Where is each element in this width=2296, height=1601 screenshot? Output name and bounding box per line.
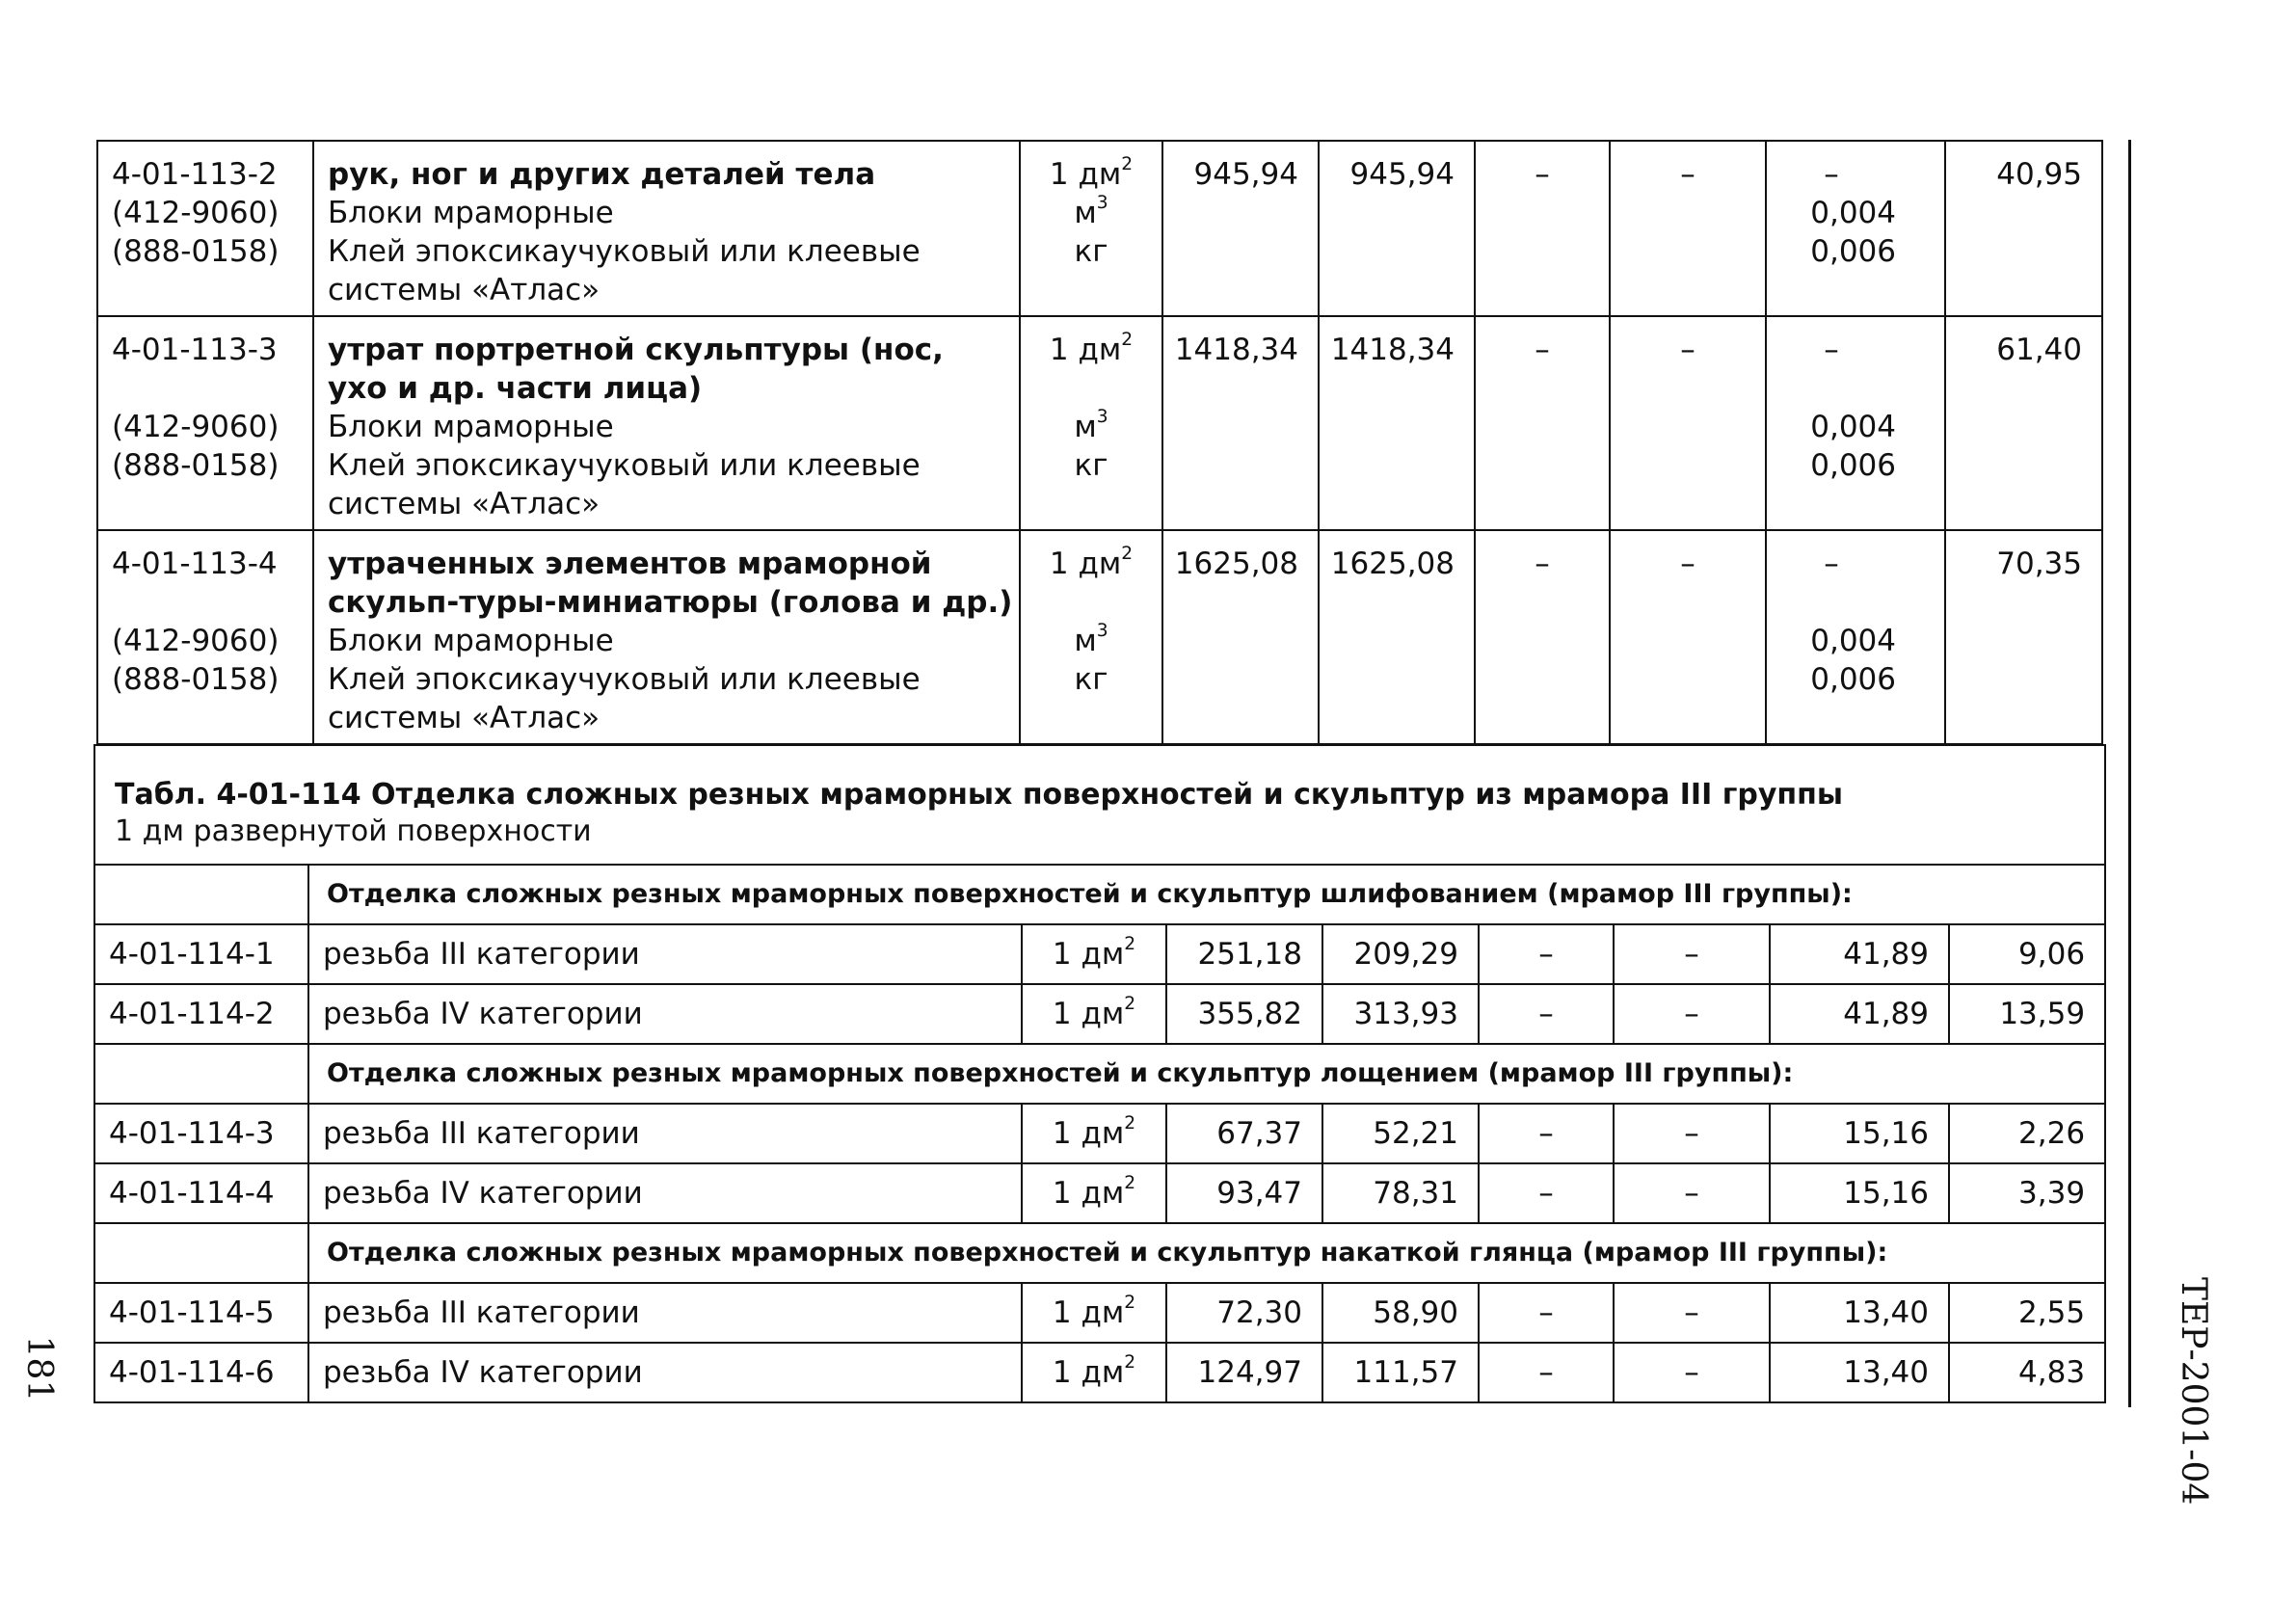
materials-cost: –	[1824, 547, 1839, 581]
unit-cell	[1022, 1343, 1166, 1402]
resource-qty: 0,004	[1810, 624, 1896, 658]
labor-cost: 70,35	[1945, 530, 2102, 744]
section-heading: Отделка сложных резных мраморных поверхностей и скульптур лощением (мрамор III группы):	[308, 1044, 2105, 1104]
rate-name: резьба III категории	[308, 1283, 1022, 1343]
materials-cell	[1766, 316, 1945, 530]
resource-unit-value: м	[1074, 624, 1097, 658]
section-heading: Отделка сложных резных мраморных поверхностей и скульптур шлифованием (мрамор III группы):	[308, 865, 2105, 924]
rate-name: резьба IV категории	[308, 1163, 1022, 1223]
spacer	[1767, 369, 1896, 408]
rate-row	[94, 1163, 2105, 1223]
machine-wage-cost: –	[1614, 1283, 1770, 1343]
resource-name: Блоки мраморные	[328, 196, 614, 230]
rate-row	[94, 1343, 2105, 1402]
spacer	[1021, 369, 1161, 408]
resource-code: (412-9060)	[112, 410, 280, 444]
machine-wage-cost: –	[1610, 530, 1766, 744]
total-cost: 72,30	[1166, 1283, 1322, 1343]
materials-cost: 13,40	[1770, 1343, 1949, 1402]
rate-name: резьба IV категории	[308, 984, 1022, 1044]
name-cell	[313, 316, 1020, 530]
resource-code: (412-9060)	[112, 624, 280, 658]
unit-value: 1 дм	[1052, 1295, 1125, 1330]
machines-cost: –	[1479, 924, 1614, 984]
rate-code: 4-01-114-6	[94, 1343, 308, 1402]
resource-code: (412-9060)	[112, 196, 280, 230]
rates-table-4-01-114	[93, 744, 2106, 1403]
spacer	[112, 369, 312, 408]
resource-unit	[1021, 408, 1161, 446]
resource-qty: 0,006	[1810, 448, 1896, 483]
materials-cell	[1766, 141, 1945, 316]
total-cost: 945,94	[1162, 141, 1319, 316]
materials-cost: 41,89	[1770, 984, 1949, 1044]
unit-value: 1 дм	[1052, 1355, 1125, 1390]
unit-cell	[1022, 1163, 1166, 1223]
rate-row	[97, 316, 2102, 530]
section-heading: Отделка сложных резных мраморных поверхностей и скульптур накаткой глянца (мрамор III группы):	[308, 1223, 2105, 1283]
labor-cost: 61,40	[1945, 316, 2102, 530]
resource-unit-exponent: 3	[1096, 407, 1108, 428]
unit-cell	[1022, 1104, 1166, 1163]
machine-wage-cost: –	[1614, 1343, 1770, 1402]
resource-unit	[1021, 446, 1161, 485]
table-caption	[94, 745, 2105, 865]
code-cell	[97, 141, 313, 316]
rate-unit	[1021, 545, 1161, 583]
materials-cost: 15,16	[1770, 1163, 1949, 1223]
total-cost: 251,18	[1166, 924, 1322, 984]
code-cell	[97, 530, 313, 744]
labor-cost: 9,06	[1949, 924, 2105, 984]
labor-cost: 40,95	[1945, 141, 2102, 316]
unit-value: 1 дм	[1049, 333, 1122, 367]
resource-unit-value: кг	[1074, 234, 1108, 269]
rate-name: резьба III категории	[308, 1104, 1022, 1163]
total-cost: 1418,34	[1162, 316, 1319, 530]
labor-cost: 2,55	[1949, 1283, 2105, 1343]
rate-code: 4-01-114-3	[94, 1104, 308, 1163]
resource-unit-value: кг	[1074, 448, 1108, 483]
labor-cost: 3,39	[1949, 1163, 2105, 1223]
machines-cost: –	[1475, 316, 1610, 530]
rate-code: 4-01-113-3	[112, 333, 278, 367]
rate-row	[94, 1104, 2105, 1163]
materials-cost: 13,40	[1770, 1283, 1949, 1343]
resource-name: Клей эпоксикаучуковый или клеевые системы «Атлас»	[328, 448, 921, 521]
wage-cost: 58,90	[1322, 1283, 1479, 1343]
rate-code: 4-01-114-5	[94, 1283, 308, 1343]
section-row	[94, 1044, 2105, 1104]
rate-row	[94, 924, 2105, 984]
table-title: Табл. 4-01-114 Отделка сложных резных мраморных поверхностей и скульптур из мрамора III группы	[115, 778, 1843, 812]
unit-exponent: 2	[1124, 1173, 1136, 1194]
rate-code: 4-01-114-2	[94, 984, 308, 1044]
rate-code: 4-01-113-4	[112, 547, 278, 581]
wage-cost: 1625,08	[1319, 530, 1475, 744]
resource-code: (888-0158)	[112, 448, 280, 483]
rate-title: утраченных элементов мраморной скульп-туры-миниатюры (голова и др.)	[328, 547, 1013, 620]
rate-code: 4-01-113-2	[112, 157, 278, 192]
rates-table-4-01-113	[96, 140, 2103, 745]
resource-code: (888-0158)	[112, 662, 280, 697]
materials-cost: 41,89	[1770, 924, 1949, 984]
unit-exponent: 2	[1124, 934, 1136, 955]
resource-unit-value: м	[1074, 410, 1097, 444]
machines-cost: –	[1475, 141, 1610, 316]
wage-cost: 313,93	[1322, 984, 1479, 1044]
wage-cost: 111,57	[1322, 1343, 1479, 1402]
resource-qty: 0,004	[1810, 196, 1896, 230]
total-cost: 67,37	[1166, 1104, 1322, 1163]
unit-exponent: 2	[1121, 154, 1134, 175]
spacer	[1767, 583, 1896, 622]
resource-code: (888-0158)	[112, 234, 280, 269]
materials-cost: 15,16	[1770, 1104, 1949, 1163]
code-cell	[97, 316, 313, 530]
resource-name: Блоки мраморные	[328, 410, 614, 444]
unit-exponent: 2	[1124, 1113, 1136, 1134]
name-cell	[313, 530, 1020, 744]
machine-wage-cost: –	[1614, 1104, 1770, 1163]
machines-cost: –	[1479, 984, 1614, 1044]
unit-value: 1 дм	[1052, 1176, 1125, 1211]
unit-exponent: 2	[1121, 330, 1134, 351]
resource-qty: 0,006	[1810, 234, 1896, 269]
rate-row	[94, 984, 2105, 1044]
machine-wage-cost: –	[1614, 924, 1770, 984]
resource-unit-exponent: 3	[1096, 193, 1108, 214]
right-margin-rule	[2128, 140, 2131, 1407]
machine-wage-cost: –	[1610, 141, 1766, 316]
section-code-blank	[94, 1223, 308, 1283]
rate-title: рук, ног и других деталей тела	[328, 157, 876, 192]
machines-cost: –	[1479, 1163, 1614, 1223]
machine-wage-cost: –	[1614, 984, 1770, 1044]
total-cost: 93,47	[1166, 1163, 1322, 1223]
table-subtitle: 1 дм развернутой поверхности	[115, 814, 592, 848]
wage-cost: 209,29	[1322, 924, 1479, 984]
unit-value: 1 дм	[1052, 997, 1125, 1031]
wage-cost: 1418,34	[1319, 316, 1475, 530]
materials-cost: –	[1824, 157, 1839, 192]
unit-cell	[1020, 530, 1162, 744]
rate-unit	[1021, 155, 1161, 194]
unit-cell	[1022, 1283, 1166, 1343]
labor-cost: 2,26	[1949, 1104, 2105, 1163]
unit-exponent: 2	[1121, 544, 1134, 565]
unit-value: 1 дм	[1052, 937, 1125, 972]
rate-row	[97, 141, 2102, 316]
unit-exponent: 2	[1124, 1352, 1136, 1374]
labor-cost: 13,59	[1949, 984, 2105, 1044]
rate-code: 4-01-114-1	[94, 924, 308, 984]
unit-value: 1 дм	[1052, 1116, 1125, 1151]
resource-unit	[1021, 232, 1161, 271]
document-code-label: ТЕР-2001-04	[2174, 1277, 2213, 1506]
rate-code: 4-01-114-4	[94, 1163, 308, 1223]
materials-cell	[1766, 530, 1945, 744]
resource-qty: 0,006	[1810, 662, 1896, 697]
machines-cost: –	[1479, 1104, 1614, 1163]
unit-cell	[1022, 924, 1166, 984]
total-cost: 124,97	[1166, 1343, 1322, 1402]
machine-wage-cost: –	[1614, 1163, 1770, 1223]
rate-unit	[1021, 331, 1161, 369]
unit-exponent: 2	[1124, 1293, 1136, 1314]
rate-row	[97, 530, 2102, 744]
resource-name: Клей эпоксикаучуковый или клеевые системы «Атлас»	[328, 662, 921, 735]
name-cell	[313, 141, 1020, 316]
machine-wage-cost: –	[1610, 316, 1766, 530]
resource-name: Блоки мраморные	[328, 624, 614, 658]
rate-name: резьба III категории	[308, 924, 1022, 984]
spacer	[1021, 583, 1161, 622]
resource-qty: 0,004	[1810, 410, 1896, 444]
machines-cost: –	[1479, 1343, 1614, 1402]
wage-cost: 52,21	[1322, 1104, 1479, 1163]
wage-cost: 78,31	[1322, 1163, 1479, 1223]
section-row	[94, 865, 2105, 924]
rate-name: резьба IV категории	[308, 1343, 1022, 1402]
unit-cell	[1020, 316, 1162, 530]
section-code-blank	[94, 1044, 308, 1104]
rate-title: утрат портретной скульптуры (нос, ухо и др. части лица)	[328, 333, 944, 406]
machines-cost: –	[1479, 1283, 1614, 1343]
total-cost: 1625,08	[1162, 530, 1319, 744]
page-number: 181	[19, 1335, 59, 1402]
resource-name: Клей эпоксикаучуковый или клеевые системы «Атлас»	[328, 234, 921, 307]
machines-cost: –	[1475, 530, 1610, 744]
spacer	[112, 583, 312, 622]
section-code-blank	[94, 865, 308, 924]
materials-cost: –	[1824, 333, 1839, 367]
total-cost: 355,82	[1166, 984, 1322, 1044]
resource-unit	[1021, 194, 1161, 232]
unit-cell	[1020, 141, 1162, 316]
section-row	[94, 1223, 2105, 1283]
resource-unit	[1021, 622, 1161, 660]
unit-value: 1 дм	[1049, 157, 1122, 192]
resource-unit-exponent: 3	[1096, 621, 1108, 642]
resource-unit-value: кг	[1074, 662, 1108, 697]
rate-row	[94, 1283, 2105, 1343]
unit-cell	[1022, 984, 1166, 1044]
resource-unit	[1021, 660, 1161, 699]
resource-unit-value: м	[1074, 196, 1097, 230]
unit-exponent: 2	[1124, 994, 1136, 1015]
wage-cost: 945,94	[1319, 141, 1475, 316]
unit-value: 1 дм	[1049, 547, 1122, 581]
labor-cost: 4,83	[1949, 1343, 2105, 1402]
